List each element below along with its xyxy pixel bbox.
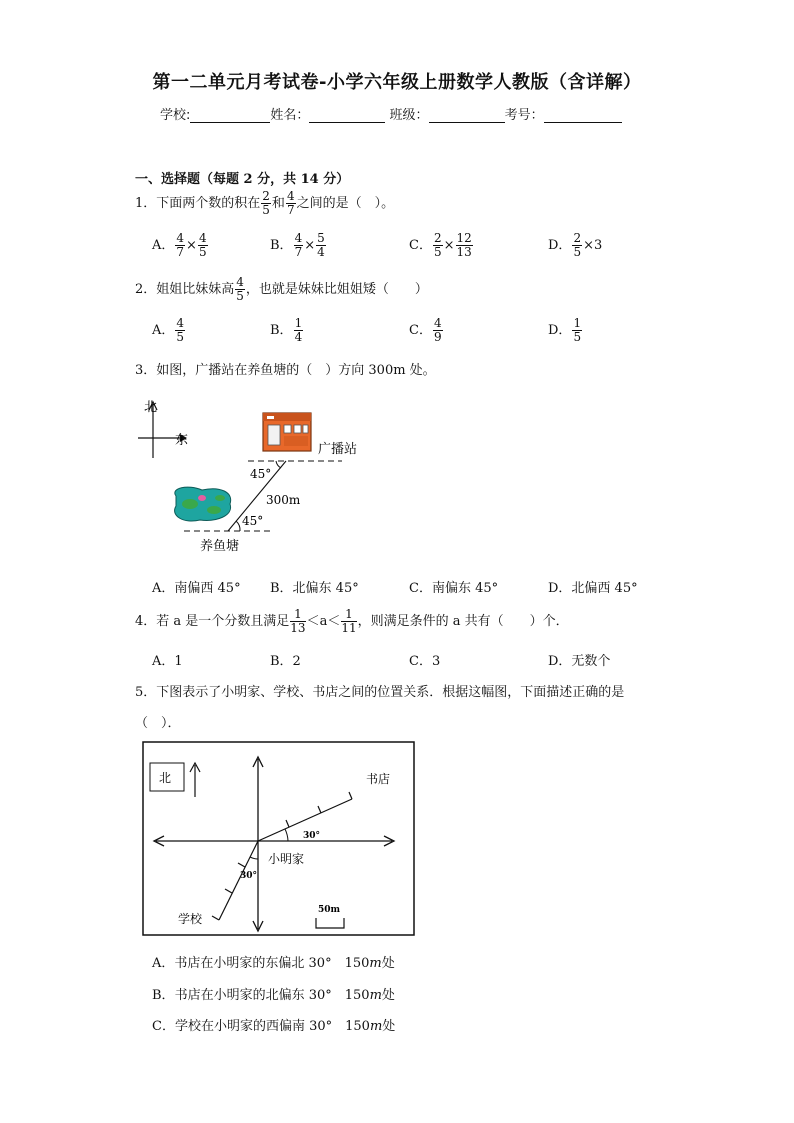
tick-mark: [318, 806, 321, 813]
bookstore-label: 书店: [366, 772, 391, 786]
pond-label: 养鱼塘: [200, 539, 240, 554]
q4-mid: ＜a＜: [306, 614, 341, 629]
tick-mark: [349, 792, 352, 799]
school-field[interactable]: [190, 108, 270, 123]
q5-option-b[interactable]: B．书店在小明家的北偏东 30° 150m处: [152, 988, 395, 1003]
angle-arc-1: [285, 829, 288, 841]
question-4: [135, 608, 569, 635]
q2-option-c[interactable]: C． $\frac{4}{9}$: [409, 316, 442, 344]
angle-top-label: 45°: [250, 467, 272, 481]
station-label: 广播站: [318, 442, 358, 457]
q1-and: 和: [271, 196, 285, 211]
q4-prefix: 4．若 a 是一个分数且满足: [135, 614, 290, 629]
broadcast-station-icon: [263, 413, 311, 451]
q2-suffix: ，也就是妹妹比姐姐矮（ ）: [245, 282, 428, 297]
exam-no-label: 考号：: [504, 108, 544, 123]
q3-option-b[interactable]: B．北偏东 45°: [270, 581, 359, 596]
tick-mark: [238, 863, 245, 867]
q1-option-c[interactable]: C． $\frac{2}{5}$ × $\frac{12}{13}$: [409, 231, 472, 259]
north-label: 北: [144, 400, 158, 415]
q4-option-c[interactable]: C．3: [409, 654, 441, 669]
fraction: $\frac{1}{13}$: [290, 607, 306, 635]
fraction: $\frac{4}{5}$: [236, 275, 244, 303]
q4-option-b[interactable]: B．2: [270, 654, 301, 669]
q4-suffix: ，则满足条件的 a 共有（ ）个．: [357, 614, 569, 629]
scale-label: 50m: [318, 905, 341, 915]
q5-option-c[interactable]: C．学校在小明家的西偏南 30° 150m处: [152, 1019, 396, 1034]
angle-arc-bottom: [236, 521, 240, 531]
angle-bottom-label: 45°: [242, 514, 264, 528]
question-3: 3．如图，广播站在养鱼塘的（ ）方向 300m 处。: [135, 363, 436, 378]
angle-1-label: 30°: [303, 831, 321, 841]
q1-option-b[interactable]: B． $\frac{4}{7}$ × $\frac{5}{4}$: [270, 231, 325, 259]
class-label: 班级：: [389, 108, 429, 123]
q3-figure: [130, 392, 390, 562]
q5-option-a[interactable]: A．书店在小明家的东偏北 30° 150m处: [152, 956, 395, 971]
q5-figure: [142, 741, 416, 937]
q1-option-a[interactable]: A． $\frac{4}{7}$ × $\frac{4}{5}$: [152, 231, 207, 259]
q1-suffix: 之间的是（ ）。: [296, 196, 395, 211]
scale-bar: [316, 918, 344, 928]
fraction: $\frac{1}{11}$: [341, 607, 357, 635]
home-label: 小明家: [268, 852, 305, 866]
q1-option-d[interactable]: D． $\frac{2}{5}$ ×3: [548, 231, 603, 259]
fraction: $\frac{2}{5}$: [262, 189, 270, 217]
school-label: 学校:: [160, 108, 191, 123]
question-5-tail: （ ）．: [135, 716, 181, 731]
page-title: 第一二单元月考试卷-小学六年级上册数学人教版（含详解）: [152, 72, 642, 93]
exam-no-field[interactable]: [544, 108, 622, 123]
q4-option-a[interactable]: A．1: [152, 654, 183, 669]
q3-option-a[interactable]: A．南偏西 45°: [152, 581, 241, 596]
tick-mark: [225, 889, 232, 893]
question-1: [135, 190, 394, 217]
q2-prefix: 2．姐姐比妹妹高: [135, 282, 235, 297]
class-field[interactable]: [429, 108, 505, 123]
angle-arc-2: [250, 857, 258, 859]
east-label: 东: [175, 433, 189, 448]
q2-option-d[interactable]: D． $\frac{1}{5}$: [548, 316, 582, 344]
tick-mark: [212, 916, 219, 920]
question-2: [135, 276, 428, 303]
angle-2-label: 30°: [240, 871, 258, 881]
angle-arc-top: [276, 461, 281, 468]
section-title: 一、选择题（每题 2 分，共 14 分）: [135, 172, 350, 187]
fraction: $\frac{4}{7}$: [286, 189, 295, 217]
school-label: 学校: [178, 912, 203, 926]
north-label: 北: [159, 771, 172, 785]
q4-option-d[interactable]: D．无数个: [548, 654, 611, 669]
q2-option-a[interactable]: A． $\frac{4}{5}$: [152, 316, 185, 344]
q1-prefix: 1．下面两个数的积在: [135, 196, 261, 211]
tick-mark: [286, 820, 289, 827]
name-label: 姓名：: [270, 108, 310, 123]
distance-label: 300m: [266, 493, 301, 507]
name-field[interactable]: [309, 108, 385, 123]
q2-option-b[interactable]: B． $\frac{1}{4}$: [270, 316, 303, 344]
q3-option-d[interactable]: D．北偏西 45°: [548, 581, 638, 596]
fish-pond-icon: [175, 487, 231, 521]
student-info: [160, 104, 622, 123]
question-5: 5．下图表示了小明家、学校、书店之间的位置关系．根据这幅图，下面描述正确的是: [135, 685, 625, 700]
q3-option-c[interactable]: C．南偏东 45°: [409, 581, 499, 596]
